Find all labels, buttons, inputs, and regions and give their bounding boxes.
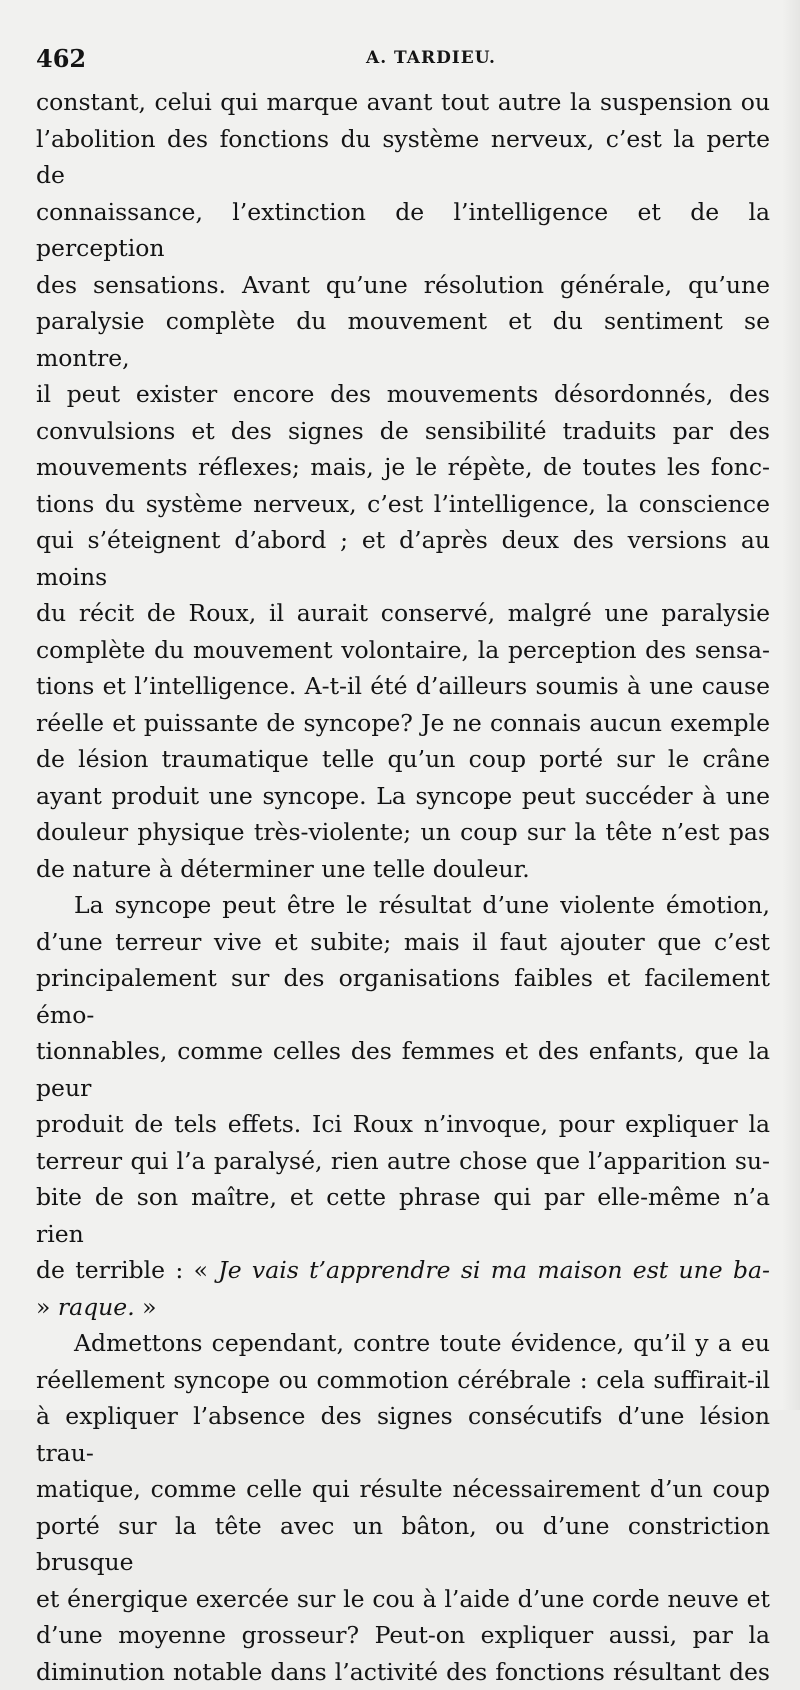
text-line: l’abolition des fonctions du système nerveux, c’est la perte de: [36, 121, 770, 194]
page-number: 462: [36, 44, 86, 73]
text-line: produit de tels effets. Ici Roux n’invoque, pour expliquer la: [36, 1106, 770, 1143]
quote-line-prefix: de terrible : «: [36, 1256, 218, 1284]
quote-italic: Je vais t’apprendre si ma maison est une ba-: [218, 1256, 770, 1284]
running-head: A. TARDIEU.: [366, 48, 496, 68]
text-line: constant, celui qui marque avant tout autre la suspension ou: [36, 84, 770, 121]
text-line: réelle et puissante de syncope? Je ne connais aucun exemple: [36, 705, 770, 742]
text-line: du récit de Roux, il aurait conservé, malgré une paralysie: [36, 595, 770, 632]
quote-end-line: [36, 1289, 770, 1326]
text-line: principalement sur des organisations faibles et facilement émo-: [36, 960, 770, 1033]
text-line: connaissance, l’extinction de l’intelligence et de la perception: [36, 194, 770, 267]
text-line: terreur qui l’a paralysé, rien autre chose que l’apparition su-: [36, 1143, 770, 1180]
text-line: d’une terreur vive et subite; mais il faut ajouter que c’est: [36, 924, 770, 961]
quote-end-italic: raque.: [58, 1293, 135, 1321]
text-line: ayant produit une syncope. La syncope peut succéder à une: [36, 778, 770, 815]
text-line: d’une moyenne grosseur? Peut-on expliquer aussi, par la: [36, 1617, 770, 1654]
text-line: qui s’éteignent d’abord ; et d’après deux des versions au moins: [36, 522, 770, 595]
quote-end-prefix: »: [36, 1293, 58, 1321]
text-line: bite de son maître, et cette phrase qui par elle-même n’a rien: [36, 1179, 770, 1252]
text-line: tionnables, comme celles des femmes et des enfants, que la peur: [36, 1033, 770, 1106]
text-line: paralysie complète du mouvement et du sentiment se montre,: [36, 303, 770, 376]
text-line: de nature à déterminer une telle douleur.: [36, 851, 770, 888]
quote-end-suffix: »: [135, 1293, 157, 1321]
text-line: porté sur la tête avec un bâton, ou d’une constriction brusque: [36, 1508, 770, 1581]
text-line: douleur physique très-violente; un coup sur la tête n’est pas: [36, 814, 770, 851]
text-line: réellement syncope ou commotion cérébrale : cela suffirait-il: [36, 1362, 770, 1399]
page-header: [36, 44, 776, 78]
page-edge-shadow: [782, 0, 800, 1410]
text-line: diminution notable dans l’activité des fonctions résultant des: [36, 1654, 770, 1690]
body-text: [36, 84, 770, 1690]
text-line: tions et l’intelligence. A-t-il été d’ailleurs soumis à une cause: [36, 668, 770, 705]
text-line: convulsions et des signes de sensibilité traduits par des: [36, 413, 770, 450]
text-line: Admettons cependant, contre toute évidence, qu’il y a eu: [36, 1325, 770, 1362]
text-line: tions du système nerveux, c’est l’intelligence, la conscience: [36, 486, 770, 523]
text-line: à expliquer l’absence des signes consécutifs d’une lésion trau-: [36, 1398, 770, 1471]
text-line: complète du mouvement volontaire, la perception des sensa-: [36, 632, 770, 669]
text-line: de lésion traumatique telle qu’un coup porté sur le crâne: [36, 741, 770, 778]
text-line: matique, comme celle qui résulte nécessairement d’un coup: [36, 1471, 770, 1508]
text-line: des sensations. Avant qu’une résolution générale, qu’une: [36, 267, 770, 304]
quote-line: [36, 1252, 770, 1289]
text-line: mouvements réflexes; mais, je le répète, de toutes les fonc-: [36, 449, 770, 486]
text-line: il peut exister encore des mouvements désordonnés, des: [36, 376, 770, 413]
text-line: et énergique exercée sur le cou à l’aide d’une corde neuve et: [36, 1581, 770, 1618]
text-line: La syncope peut être le résultat d’une violente émotion,: [36, 887, 770, 924]
